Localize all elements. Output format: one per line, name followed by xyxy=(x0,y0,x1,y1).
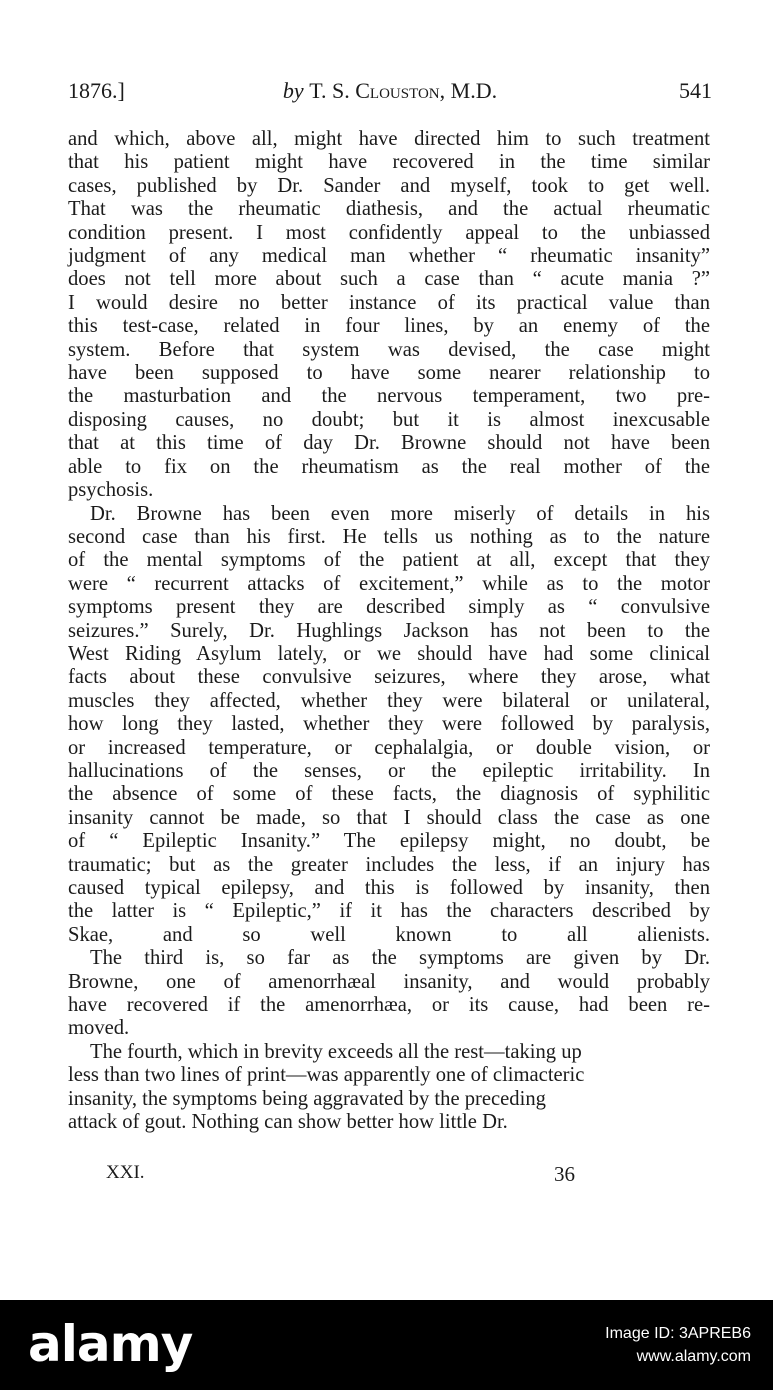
text-line: condition present. I most confidently appeal to the unbiassed xyxy=(68,221,710,244)
text-line: West Riding Asylum lately, or we should have had some clinical xyxy=(68,642,710,665)
header-year: 1876.] xyxy=(68,78,125,103)
text-line: have recovered if the amenorrhæa, or its cause, had been re- xyxy=(68,994,710,1017)
paragraph xyxy=(68,1041,710,1135)
header-author-line xyxy=(68,78,712,104)
text-line: this test-case, related in four lines, by an enemy of the xyxy=(68,315,710,338)
text-line: less than two lines of print—was apparently one of climacteric xyxy=(68,1064,585,1087)
text-line: second case than his first. He tells us nothing as to the nature xyxy=(68,525,710,548)
text-line: have been supposed to have some nearer relationship to xyxy=(68,362,710,385)
text-line: the latter is “ Epileptic,” if it has the characters described by xyxy=(68,900,710,923)
text-line: attack of gout. Nothing can show better how little Dr. xyxy=(68,1111,508,1134)
site-url: www.alamy.com xyxy=(636,1348,751,1365)
text-line: psychosis. xyxy=(68,479,154,502)
text-line: That was the rheumatic diathesis, and the actual rheumatic xyxy=(68,198,710,221)
body-text xyxy=(68,128,710,1134)
banner-info xyxy=(605,1324,751,1368)
signature-number: 36 xyxy=(554,1162,575,1186)
text-line: or increased temperature, or cephalalgia, or double vision, or xyxy=(68,736,710,759)
text-line: of “ Epileptic Insanity.” The epilepsy might, no doubt, be xyxy=(68,830,710,853)
text-line: facts about these convulsive seizures, where they arose, what xyxy=(68,666,710,689)
text-line: system. Before that system was devised, the case might xyxy=(68,338,710,361)
text-line: traumatic; but as the greater includes the less, if an injury has xyxy=(68,853,710,876)
text-line: Skae, and so well known to all alienists. xyxy=(68,923,710,946)
text-line: judgment of any medical man whether “ rheumatic insanity” xyxy=(68,245,710,268)
text-line: caused typical epilepsy, and this is followed by insanity, then xyxy=(68,877,710,899)
signature-mark: XXI. xyxy=(106,1162,145,1183)
text-line: the masturbation and the nervous temperament, two pre- xyxy=(68,385,710,408)
text-line: moved. xyxy=(68,1017,130,1040)
text-line: how long they lasted, whether they were followed by paralysis, xyxy=(68,713,710,736)
text-line: of the mental symptoms of the patient at all, except that they xyxy=(68,549,710,572)
header-author: T. S. Clouston, M.D. xyxy=(309,78,498,103)
text-line: insanity cannot be made, so that I should class the case as one xyxy=(68,806,710,829)
text-line: that his patient might have recovered in the time similar xyxy=(68,151,710,174)
header-by: by xyxy=(282,78,304,103)
text-line: insanity, the symptoms being aggravated by the preceding xyxy=(68,1087,546,1110)
page-footer xyxy=(68,1162,712,1188)
paragraph xyxy=(68,503,710,948)
text-line: symptoms present they are described simply as “ convulsive xyxy=(68,596,710,619)
text-line: disposing causes, no doubt; but it is almost inexcusable xyxy=(68,408,710,431)
text-line: The third is, so far as the symptoms are given by Dr. xyxy=(90,947,710,970)
text-line: Dr. Browne has been even more miserly of details in his xyxy=(90,502,710,525)
text-line: seizures.” Surely, Dr. Hughlings Jackson has not been to the xyxy=(68,619,710,642)
text-line: muscles they affected, whether they were bilateral or unilateral, xyxy=(68,689,710,712)
text-line: that at this time of day Dr. Browne should not have been xyxy=(68,432,710,455)
text-line: I would desire no better instance of its practical value than xyxy=(68,291,710,314)
image-id: Image ID: 3APREB6 xyxy=(605,1325,751,1342)
text-line: and which, above all, might have directed him to such treatment xyxy=(68,128,710,150)
paragraph xyxy=(68,128,710,503)
text-line: the absence of some of these facts, the diagnosis of syphilitic xyxy=(68,783,710,806)
paragraph xyxy=(68,947,710,1041)
text-line: does not tell more about such a case than “ acute mania ?” xyxy=(68,268,710,291)
text-line: The fourth, which in brevity exceeds all the rest—taking up xyxy=(90,1040,582,1063)
alamy-logo: alamy xyxy=(28,1315,193,1373)
watermark-banner xyxy=(0,1300,773,1390)
running-header xyxy=(68,78,712,108)
header-page-number: 541 xyxy=(679,78,712,103)
text-line: able to fix on the rheumatism as the real mother of the xyxy=(68,455,710,478)
text-line: hallucinations of the senses, or the epileptic irritability. In xyxy=(68,759,710,782)
text-line: Browne, one of amenorrhæal insanity, and would probably xyxy=(68,970,710,993)
text-line: cases, published by Dr. Sander and myself, took to get well. xyxy=(68,174,710,197)
text-line: were “ recurrent attacks of excitement,” while as to the motor xyxy=(68,572,710,595)
